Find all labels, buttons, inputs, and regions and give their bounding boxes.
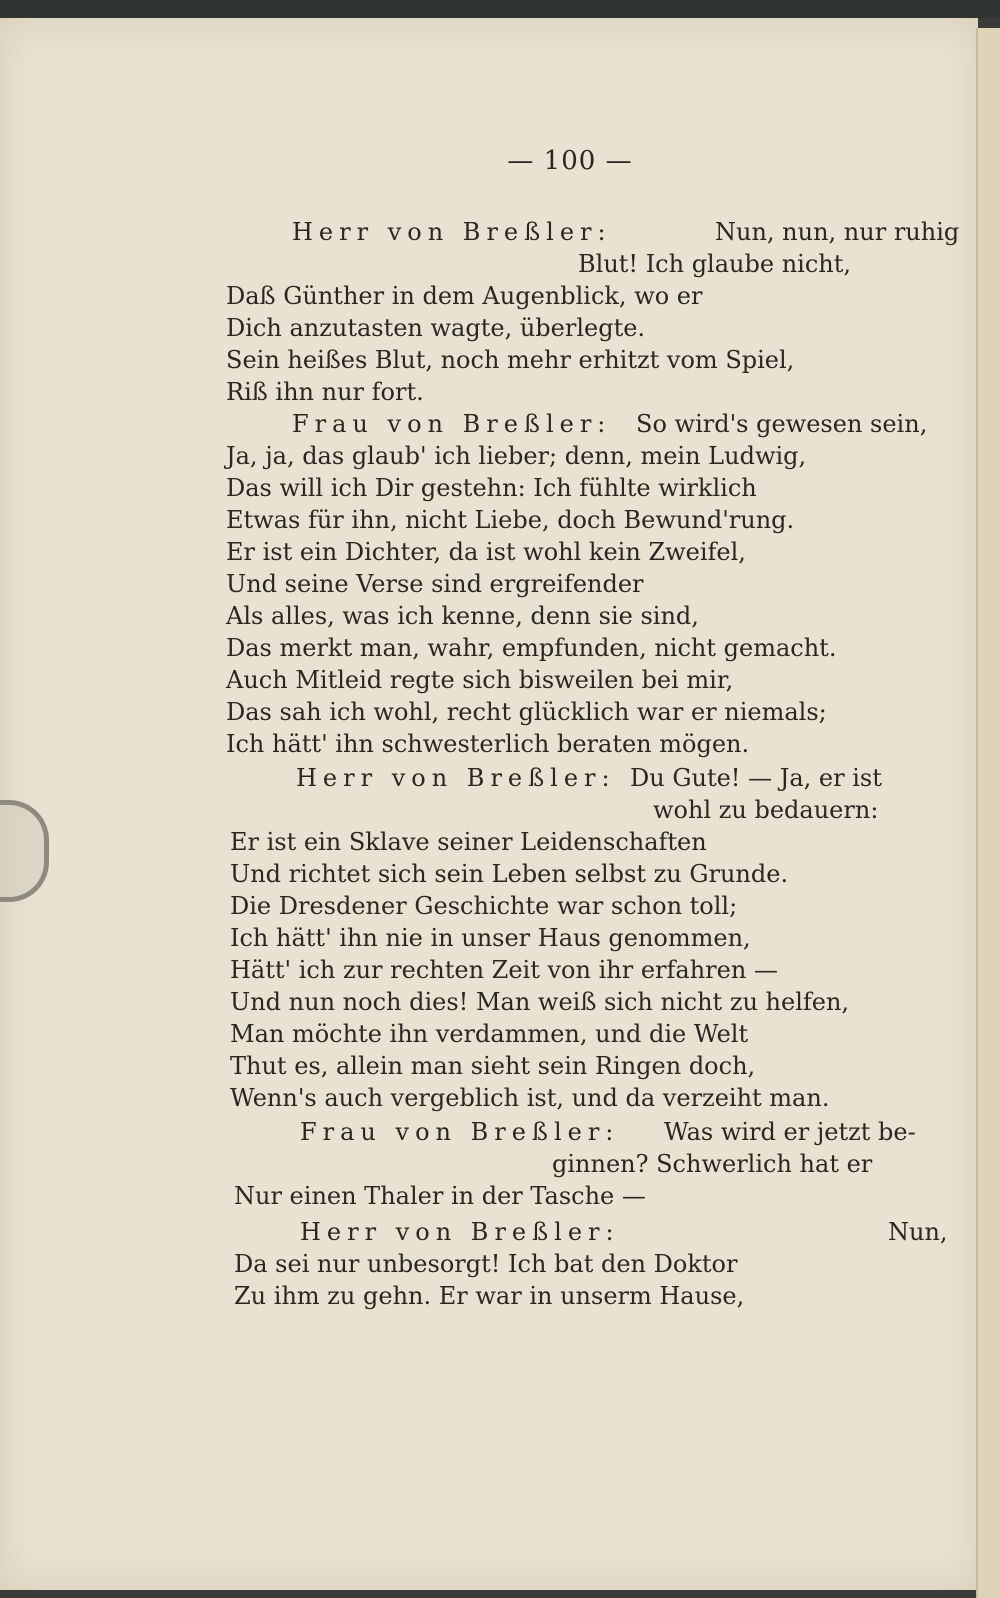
verse-line: ginnen? Schwerlich hat er: [552, 1150, 873, 1178]
verse-line: Hätt' ich zur rechten Zeit von ihr erfahren —: [230, 956, 778, 984]
verse-line: Daß Günther in dem Augenblick, wo er: [226, 282, 703, 310]
verse-line: Zu ihm zu gehn. Er war in unserm Hause,: [234, 1282, 745, 1310]
speaker-label: Herr von Breßler:: [296, 764, 616, 792]
verse-line: Und seine Verse sind ergreifender: [226, 570, 644, 598]
verse-line: Er ist ein Sklave seiner Leidenschaften: [230, 828, 707, 856]
verse-line: Auch Mitleid regte sich bisweilen bei mir,: [226, 666, 734, 694]
page-edge: [976, 28, 1000, 1598]
verse-line: wohl zu bedauern:: [653, 796, 879, 824]
speaker-label: Frau von Breßler:: [300, 1118, 620, 1146]
verse-line: Du Gute! — Ja, er ist: [630, 764, 882, 792]
verse-line: Riß ihn nur fort.: [226, 378, 424, 406]
verse-line: Da sei nur unbesorgt! Ich bat den Doktor: [234, 1250, 738, 1278]
verse-line: Blut! Ich glaube nicht,: [578, 250, 851, 278]
speaker-label: Herr von Breßler:: [292, 218, 612, 246]
verse-line: Ich hätt' ihn schwesterlich beraten mögen.: [226, 730, 750, 758]
verse-line: Sein heißes Blut, noch mehr erhitzt vom Spiel,: [226, 346, 795, 374]
verse-line: Man möchte ihn verdammen, und die Welt: [230, 1020, 749, 1048]
verse-line: Das merkt man, wahr, empfunden, nicht gemacht.: [226, 634, 837, 662]
verse-line: Das sah ich wohl, recht glücklich war er niemals;: [226, 698, 827, 726]
verse-line: Was wird er jetzt be-: [664, 1118, 916, 1146]
speaker-label: Frau von Breßler:: [292, 410, 612, 438]
verse-line: Das will ich Dir gestehn: Ich fühlte wirklich: [226, 474, 757, 502]
page-number: — 100 —: [507, 146, 633, 176]
verse-line: Nun,: [888, 1218, 948, 1246]
speaker-label: Herr von Breßler:: [300, 1218, 620, 1246]
verse-line: Die Dresdener Geschichte war schon toll;: [230, 892, 738, 920]
verse-line: Als alles, was ich kenne, denn sie sind,: [226, 602, 699, 630]
verse-line: Nur einen Thaler in der Tasche —: [234, 1182, 646, 1210]
verse-line: Und richtet sich sein Leben selbst zu Grunde.: [230, 860, 789, 888]
verse-line: Etwas für ihn, nicht Liebe, doch Bewund'rung.: [226, 506, 795, 534]
verse-line: Und nun noch dies! Man weiß sich nicht zu helfen,: [230, 988, 850, 1016]
verse-line: Dich anzutasten wagte, überlegte.: [226, 314, 646, 342]
verse-line: So wird's gewesen sein,: [636, 410, 928, 438]
verse-line: Ich hätt' ihn nie in unser Haus genommen,: [230, 924, 751, 952]
verse-line: Wenn's auch vergeblich ist, und da verzeiht man.: [230, 1084, 830, 1112]
verse-line: Er ist ein Dichter, da ist wohl kein Zweifel,: [226, 538, 746, 566]
verse-line: Thut es, allein man sieht sein Ringen doch,: [230, 1052, 756, 1080]
verse-line: Nun, nun, nur ruhig: [715, 218, 960, 246]
verse-line: Ja, ja, das glaub' ich lieber; denn, mein Ludwig,: [226, 442, 807, 470]
